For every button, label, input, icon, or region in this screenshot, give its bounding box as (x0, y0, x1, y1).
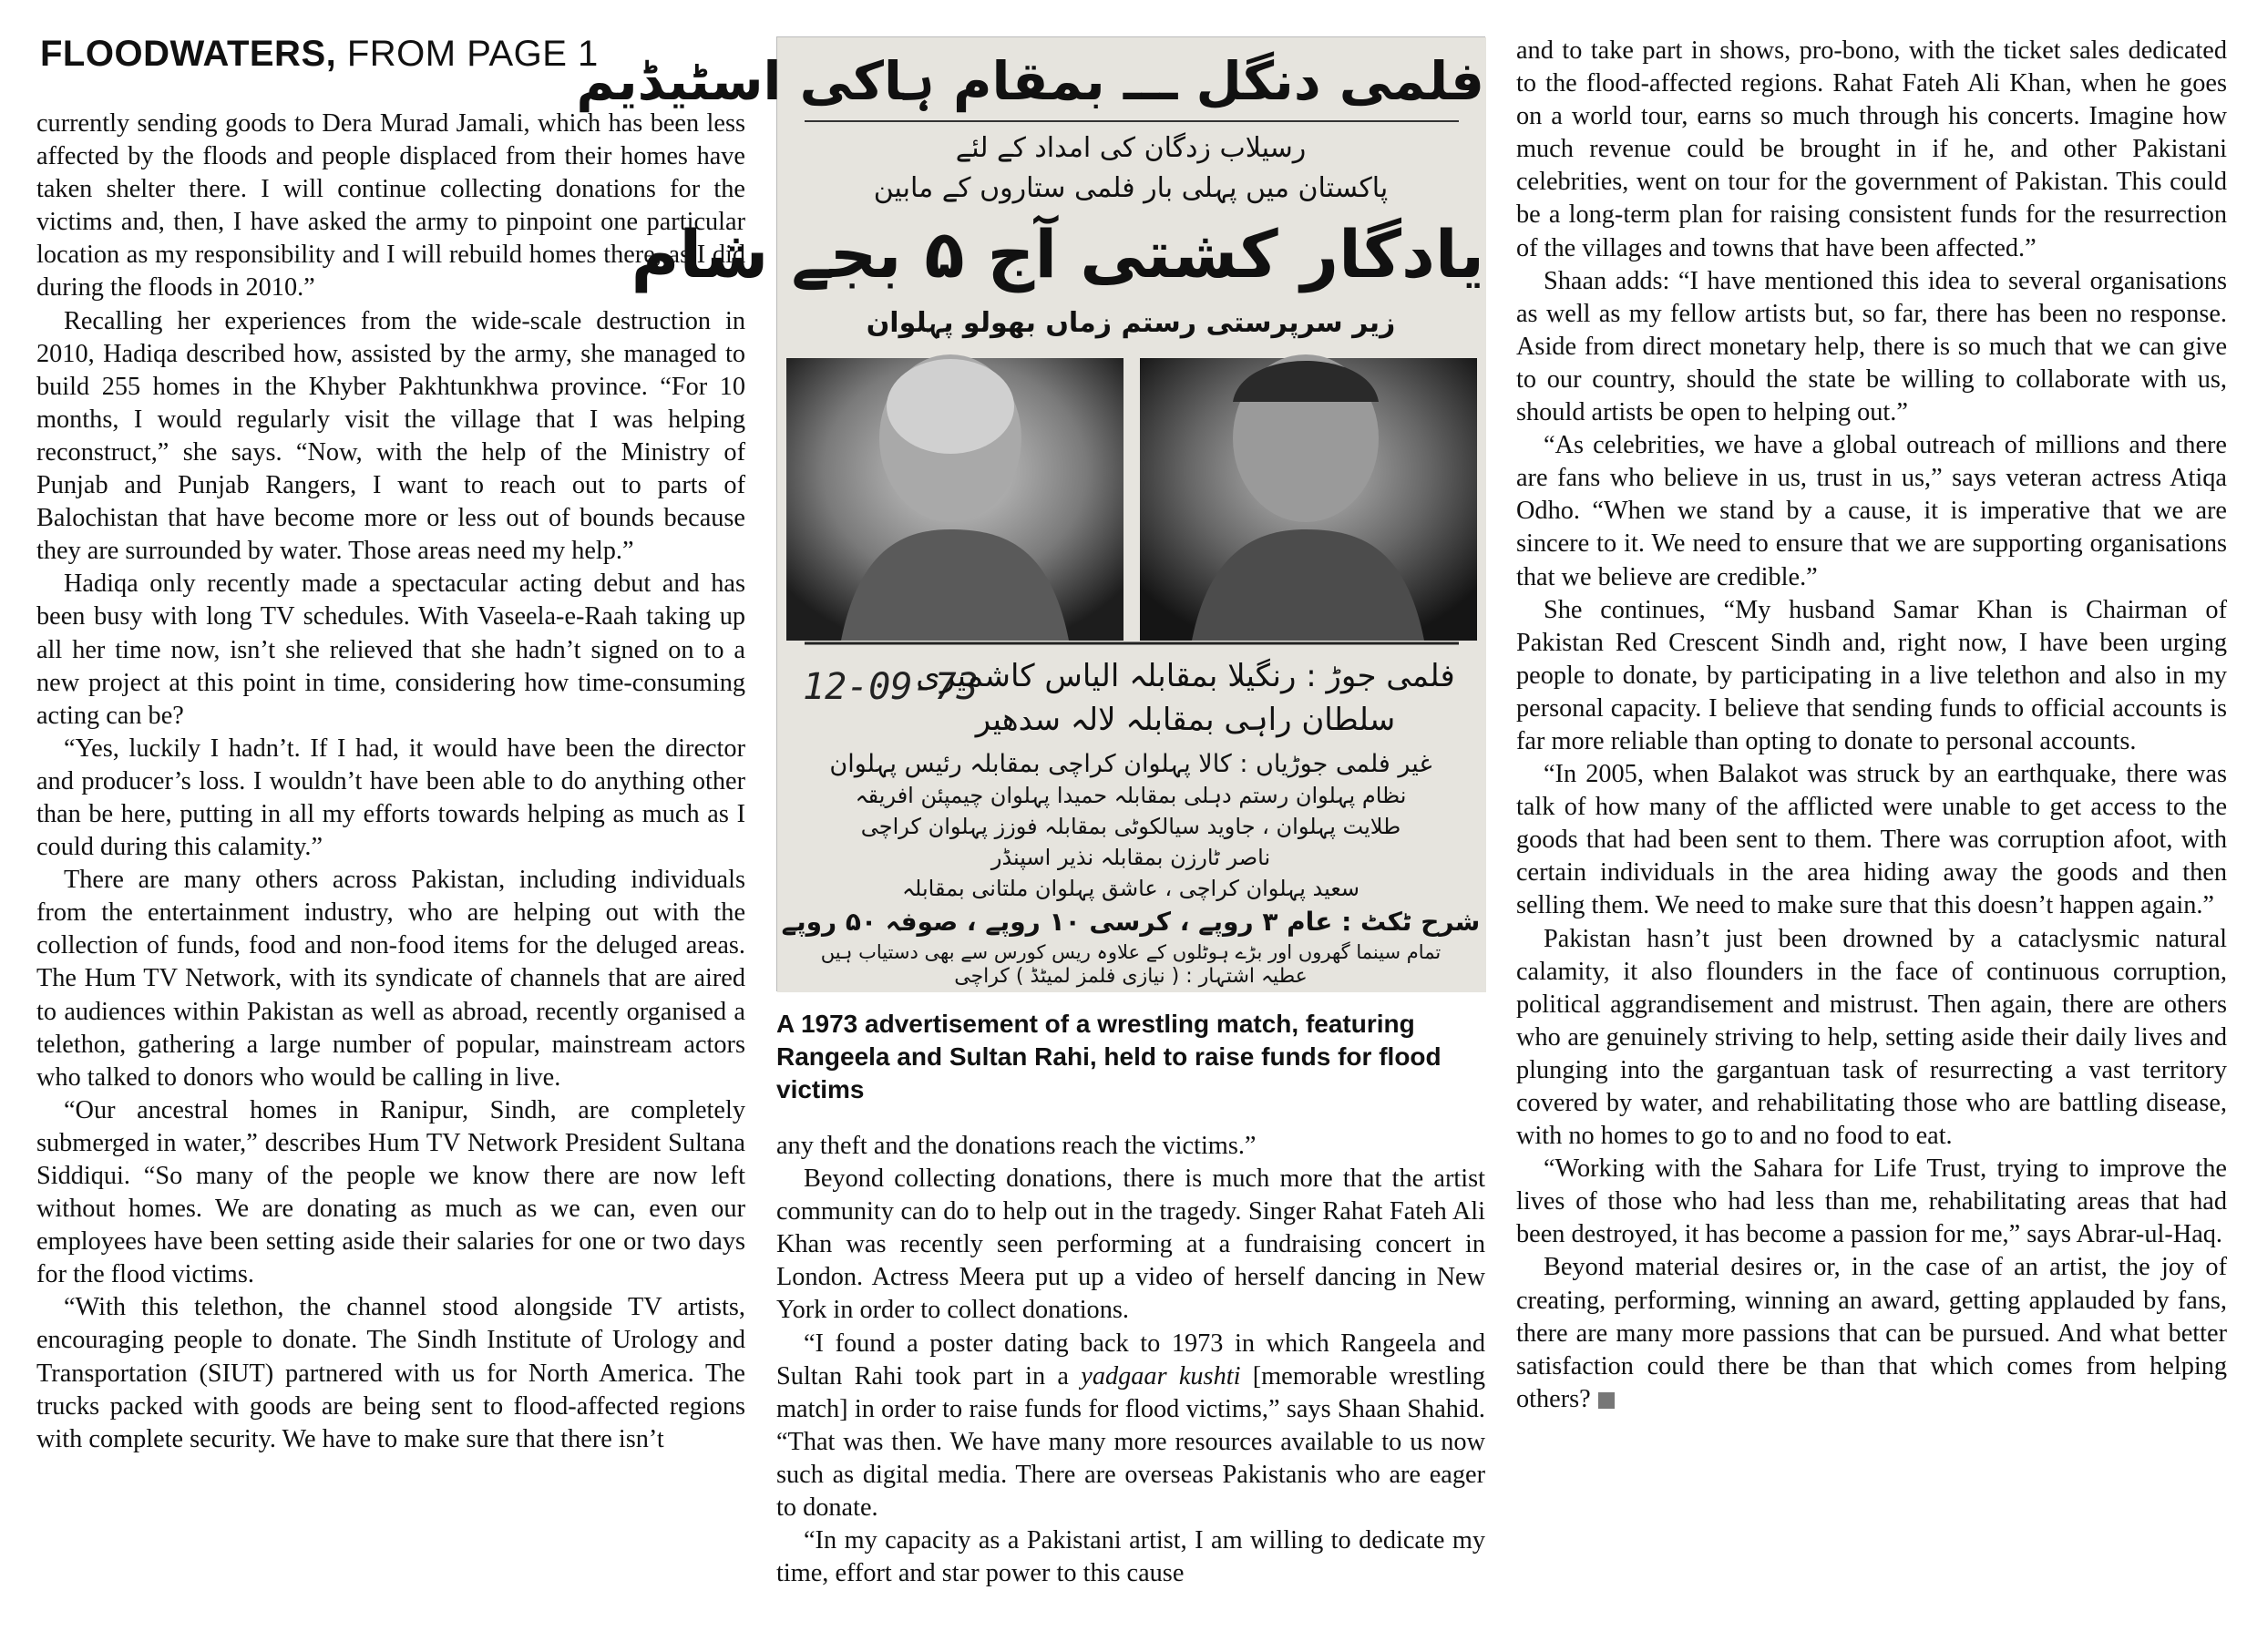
poster-line: سلطان راہی بمقابلہ لالہ سدھیر (975, 702, 1396, 738)
poster-line: تمام سینما گھروں اور بڑے ہوٹلوں کے علاوہ ریس کورس سے بھی دستیاب ہیں (820, 941, 1442, 963)
poster-line: طلایت پہلوان ، جاوید سیالکوٹی بمقابلہ فوزز پہلوان کراچی (860, 814, 1401, 839)
poster-line: غیر فلمی جوڑیاں : کالا پہلوان کراچی بمقابلہ رئیس پہلوان (829, 750, 1432, 778)
paragraph: Hadiqa only recently made a spectacular acting debut and has been busy with long TV schedules. With Vaseela-e-Raah taking up all her time now, isn’t she relieved that she hadn’t signed on to a new project at this point in time, considering how time-consuming acting can be? (36, 569, 745, 730)
paragraph: “In 2005, when Balakot was struck by an earthquake, there was talk of how many of the afflicted were unable to get access to the goods that had been sent to them. There was corruption afoot, with certain individuals in the area hiding away the goods and then selling them. We need to make sure that this doesn’t happen again.” (1516, 760, 2227, 920)
kicker-bold: FLOODWATERS, (40, 34, 337, 74)
paragraph: “Working with the Sahara for Life Trust, trying to improve the lives of those who had less than me, rehabilitating areas that had been destroyed, it has become a passion for me,” says Abrar-ul-Haq. (1516, 1154, 2227, 1249)
poster-title: یادگار کشتی آج ۵ بجے شام (631, 216, 1484, 292)
poster-line: ناصر ٹارزن بمقابلہ نذیر اسپنڈر (990, 845, 1271, 870)
column-2 (576, 35, 1486, 1652)
poster-line: نظام پہلوان رستم دہلی بمقابلہ حمیدا پہلوان چیمپئن افریقہ (855, 783, 1407, 808)
paragraph: “Yes, luckily I hadn’t. If I had, it would have been the director and producer’s loss. I wouldn’t have been able to do anything other than be here, putting in all my efforts towards helping as much as I could during this calamity.” (36, 734, 745, 862)
paragraph: She continues, “My husband Samar Khan is Chairman of Pakistan Red Crescent Sindh and, right now, I have been urging people to donate, by participating in a live telethon and also in my personal capacity. I believe that sending funds to official accounts is far more reliable than opting to donate to personal accounts. (1516, 595, 2227, 755)
poster-headline: فلمی دنگل ـــ بمقام ہاکی اسٹیڈیم (576, 50, 1484, 112)
paragraph-part: “I found a poster dating back to 1973 in which Rangeela and Sultan Rahi took part in a (776, 1329, 1485, 1390)
paragraph (776, 1328, 1485, 1525)
poster-sponsor: عطیہ اشتہار : ( نیازی فلمز لمیٹڈ ) کراچی (954, 965, 1308, 988)
column-3 (1516, 35, 2227, 1652)
paragraph-text: Beyond material desires or, in the case of an artist, the joy of creating, performing, winning an award, getting applauded by fans, there are many more passions that can be pursued. And what better satisfaction could there be than that which comes from helping others? (1516, 1253, 2227, 1413)
paragraph: “With this telethon, the channel stood alongside TV artists, encouraging people to donate. The Sindh Institute of Urology and Transportation (SIUT) partnered with us for North America. The trucks packed with goods are being sent to flood-affected regions with complete security. We have to make sure that there isn’t (36, 1293, 745, 1453)
paragraph: any theft and the donations reach the victims.” (776, 1132, 1257, 1160)
paragraph: and to take part in shows, pro-bono, with the ticket sales dedicated to the flood-affected regions. Rahat Fateh Ali Khan, when he goes on a world tour, earns so much through his concerts. Imagine how much revenue could be brought in if he, and other Pakistani celebrities, went on tour for the government of Pakistan. This could be a long-term plan for raising consistent funds for the resurrection of the villages and towns that have been affected.” (1516, 36, 2227, 262)
end-mark-icon (1598, 1392, 1615, 1409)
paragraph-last (1516, 1251, 2227, 1415)
poster-patron: زیر سرپرستی رستم زماں بھولو پہلوان (866, 307, 1396, 339)
italic-term: yadgaar kushti (1081, 1361, 1241, 1390)
poster-subline: رسیلاب زدگان کی امداد کے لئے (955, 132, 1307, 164)
image-caption: A 1973 advertisement of a wrestling match, featuring Rangeela and Sultan Rahi, held to raise funds for flood victims (776, 1010, 1442, 1103)
paragraph: Beyond collecting donations, there is much more that the artist community can do to help out in the tragedy. Singer Rahat Fateh Ali Khan was recently seen performing at a fundraising concert in London. Actress Meera put up a video of herself dancing in New York in order to collect donations. (776, 1165, 1485, 1325)
poster-line: سعید پہلوان کراچی ، عاشق پہلوان ملتانی بمقابلہ (901, 876, 1360, 901)
kicker-rest: FROM PAGE 1 (336, 34, 599, 74)
paragraph: Recalling her experiences from the wide-scale destruction in 2010, Hadiqa described how, assisted by the army, she managed to build 255 homes in the Khyber Pakhtunkhwa province. “For 10 months, I would regularly visit the village that I was helping reconstruct,” she says. “Now, with the help of the Ministry of Punjab and Punjab Rangers, I want to reach out to parts of Balochistan that have become more or less out of bounds because they are surrounded by water. Those areas need my help.” (36, 306, 745, 566)
paragraph: Shaan adds: “I have mentioned this idea to several organisations as well as my fellow artists but, so far, there has been no response. Aside from direct monetary help, there is so much that we can give to our country, should the state be willing to collaborate with us, should artists be open to helping out.” (1516, 266, 2227, 427)
paragraph: There are many others across Pakistan, including individuals from the entertainment industry, who are helping out with the collection of funds, food and non-food items for the deluged areas. The Hum TV Network, with its syndicate of channels that are aired to audiences within Pakistan as well as abroad, recently organised a telethon, gathering a large number of popular, mainstream actors who talked to donors who would be calling in live. (36, 866, 745, 1092)
wrestling-poster-image (576, 36, 1485, 991)
poster-ticket-rates: شرح ٹکٹ : عام ۳ روپے ، کرسی ۱۰ روپے ، صوفہ ۵۰ روپے (781, 907, 1481, 937)
poster-subline: پاکستان میں پہلی بار فلمی ستاروں کے مابین (873, 172, 1389, 204)
poster-line: فلمی جوڑ : رنگیلا بمقابلہ الیاس کاشمیری (916, 658, 1455, 694)
paragraph: Pakistan hasn’t just been drowned by a cataclysmic natural calamity, it also flounders in the face of continuous corruption, political aggrandisement and mistrust. Then again, there are others who are genuinely striving to help, setting aside their daily lives and plunging into the gargantuan task of resurrecting a vast territory covered by water, and rehabilitating those who are battling disease, with no homes to go to and no food to eat. (1516, 924, 2227, 1151)
paragraph: “In my capacity as a Pakistani artist, I am willing to dedicate my time, effort and star power to this cause (776, 1526, 1485, 1588)
paragraph: “As celebrities, we have a global outreach of millions and there are fans who believe in us, trust in us,” says veteran actress Atiqa Odho. “When we stand by a cause, it is imperative that we are sincere to it. We need to ensure that we are supporting organisations that we believe are credible.” (1516, 431, 2227, 591)
paragraph-part: [memorable wrestling match] in order to raise funds for flood victims,” says Shaan Shahid. “That was then. We have many more resources available to us now such as digital media. There are overseas Pakistanis who are eager to donate. (776, 1361, 1486, 1523)
paragraph: “Our ancestral homes in Ranipur, Sindh, are completely submerged in water,” describes Hum TV Network President Sultana Siddiqui. “So many of the people we know there are now left without homes. We are donating as much as we can, even our employees have been setting aside their salaries for one or two days for the flood victims. (36, 1095, 745, 1289)
paragraph: currently sending goods to Dera Murad Jamali, which has been less affected by the floods and people displaced from their homes have taken shelter there. I will continue collecting donations for the victims and, then, I have asked the army to pinpoint one particular location as my responsibility and I will rebuild homes there, as I did during the floods in 2010.” (36, 109, 745, 303)
poster-date: 12-09-73 (803, 666, 979, 708)
